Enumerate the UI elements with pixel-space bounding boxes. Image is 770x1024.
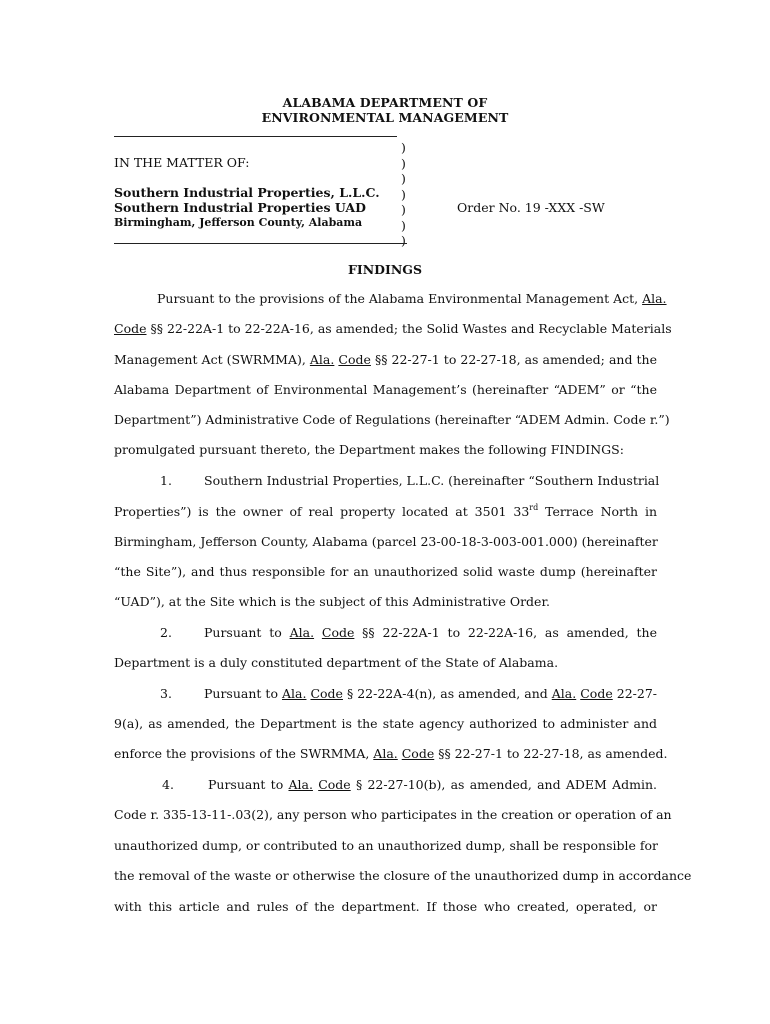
item-2-line-1: Pursuant to Ala. Code §§ 22-22A-1 to 22-22A-16, as amended, the (204, 625, 657, 640)
intro-line-6: promulgated pursuant thereto, the Department makes the following FINDINGS: (114, 442, 624, 457)
item-2-line-2: Department is a duly constituted department of the State of Alabama. (114, 655, 559, 670)
caption-bottom-rule (114, 243, 407, 244)
order-number: Order No. 19 -XXX -SW (457, 200, 605, 215)
caption-paren: ) (401, 202, 406, 217)
caption-paren: ) (401, 171, 406, 186)
item-3-number: 3. (160, 686, 172, 701)
party-location: Birmingham, Jefferson County, Alabama (114, 216, 363, 229)
caption-top-rule (114, 136, 397, 137)
intro-line-3: Management Act (SWRMMA), Ala. Code §§ 22-27-1 to 22-27-18, as amended; and the (114, 352, 657, 367)
intro-line-1: Pursuant to the provisions of the Alabama Environmental Management Act, Ala. (157, 291, 667, 306)
findings-heading: FINDINGS (348, 262, 422, 277)
caption-paren: ) (401, 217, 406, 233)
caption-paren: ) (401, 155, 406, 171)
party-name-llc: Southern Industrial Properties, L.L.C. (114, 185, 380, 200)
intro-line-5: Department”) Administrative Code of Regulations (hereinafter “ADEM Admin. Code r.”) (114, 412, 670, 427)
item-4-number: 4. (162, 777, 174, 792)
item-1-number: 1. (160, 473, 172, 488)
item-3-line-1: Pursuant to Ala. Code § 22-22A-4(n), as amended, and Ala. Code 22-27- (204, 686, 657, 701)
agency-title-line2: ENVIRONMENTAL MANAGEMENT (261, 110, 509, 125)
item-3-line-2: 9(a), as amended, the Department is the state agency authorized to administer and (114, 716, 657, 731)
intro-line-4: Alabama Department of Environmental Management’s (hereinafter “ADEM” or “the (114, 382, 657, 397)
item-2-number: 2. (160, 625, 172, 640)
item-1-line-3: Birmingham, Jefferson County, Alabama (parcel 23-00-18-3-003-001.000) (hereinafter (114, 534, 658, 549)
agency-title-line1: ALABAMA DEPARTMENT OF (282, 95, 488, 110)
item-1-line-5: “UAD”), at the Site which is the subject of this Administrative Order. (114, 594, 551, 609)
caption-paren: ) (401, 233, 406, 248)
item-4-line-4: the removal of the waste or otherwise the closure of the unauthorized dump in accordance (114, 868, 692, 883)
caption-paren: ) (401, 186, 406, 202)
item-4-line-5: with this article and rules of the department. If those who created, operated, or (114, 899, 657, 914)
caption-paren: ) (401, 140, 406, 155)
party-name-uad: Southern Industrial Properties UAD (114, 200, 366, 215)
item-1-line-2: Properties”) is the owner of real property located at 3501 33rd Terrace North in (114, 503, 658, 519)
intro-line-2: Code §§ 22-22A-1 to 22-22A-16, as amended; the Solid Wastes and Recyclable Materials (114, 321, 672, 336)
caption-parens-column (401, 140, 413, 249)
item-1-line-1: Southern Industrial Properties, L.L.C. (hereinafter “Southern Industrial (204, 473, 660, 488)
item-4-line-2: Code r. 335-13-11-.03(2), any person who participates in the creation or operation of an (114, 807, 672, 822)
in-the-matter-of-label: IN THE MATTER OF: (114, 155, 250, 170)
item-4-line-3: unauthorized dump, or contributed to an unauthorized dump, shall be responsible for (114, 838, 659, 853)
item-1-line-4: “the Site”), and thus responsible for an unauthorized solid waste dump (hereinafter (114, 564, 657, 579)
item-4-line-1: Pursuant to Ala. Code § 22-27-10(b), as amended, and ADEM Admin. (208, 777, 657, 792)
item-3-line-3: enforce the provisions of the SWRMMA, Ala. Code §§ 22-27-1 to 22-27-18, as amended. (114, 746, 668, 761)
